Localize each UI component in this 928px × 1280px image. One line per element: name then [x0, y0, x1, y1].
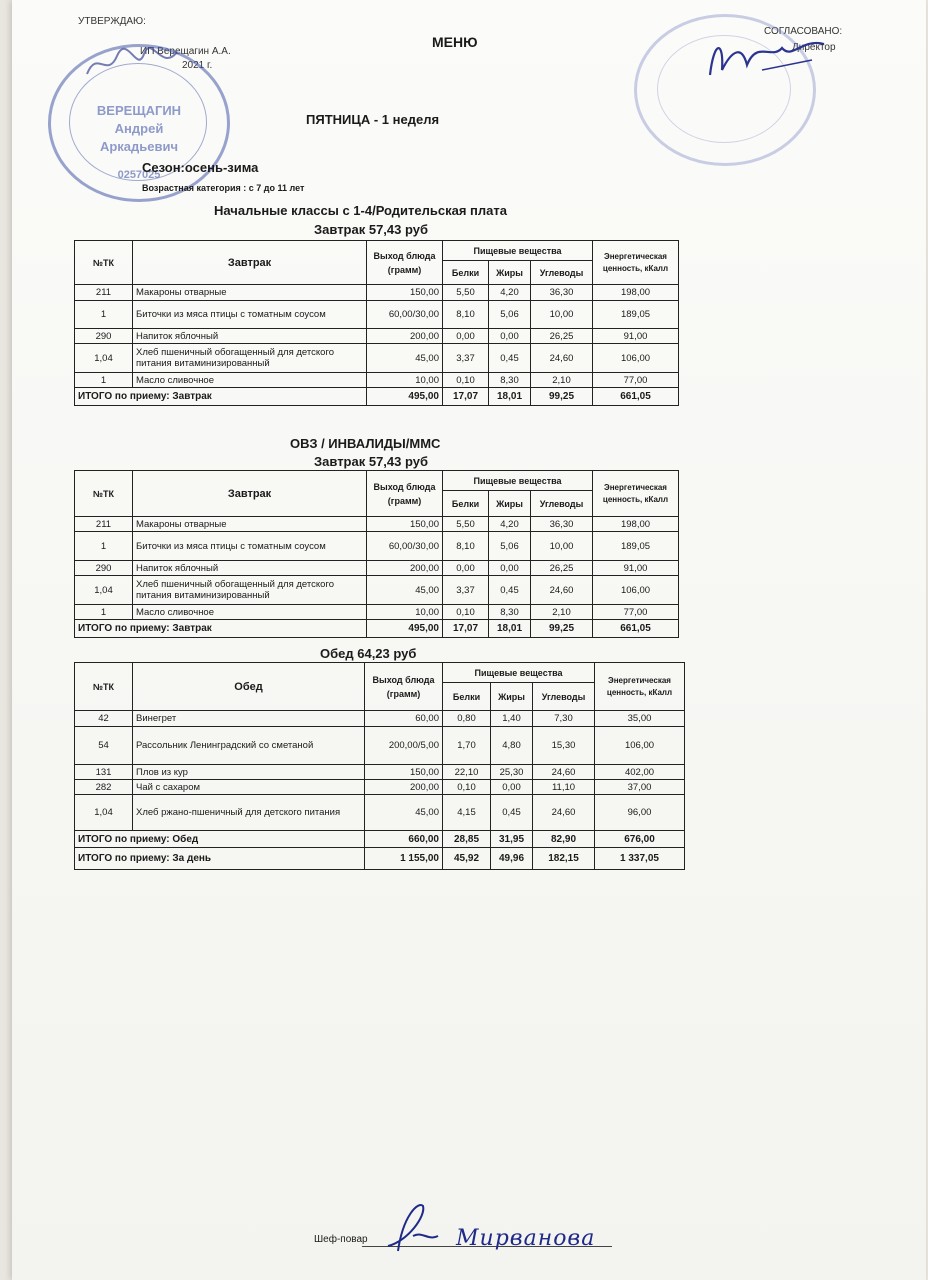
season: Сезон:осень-зима: [142, 160, 259, 175]
document-page: [12, 0, 926, 1280]
approval-stamp: ВЕРЕЩАГИН Андрей Аркадьевич 0257025: [48, 44, 230, 202]
approver-signature: [82, 44, 192, 84]
age-category: Возрастная категория : с 7 до 11 лет: [142, 183, 305, 193]
table-row: 211 Макароны отварные 150,00 5,50 4,20 36,30 198,00: [75, 285, 679, 301]
section3-meal-title: Обед 64,23 руб: [320, 646, 417, 661]
chef-signature: Мирванова: [456, 1226, 596, 1251]
agreed-role: Директор: [792, 42, 836, 53]
table-row: 1,04 Хлеб пшеничный обогащенный для детского питания витаминизированный 45,00 3,37 0,45 24,60 106,00: [75, 576, 679, 605]
table-row: 1,04 Хлеб ржано-пшеничный для детского питания 45,00 4,15 0,45 24,60 96,00: [75, 795, 685, 831]
table-row: 1 Биточки из мяса птицы с томатным соусом 60,00/30,00 8,10 5,06 10,00 189,05: [75, 532, 679, 561]
col-fat: Жиры: [489, 261, 531, 285]
page-title: МЕНЮ: [432, 34, 478, 50]
col-tk: №ТК: [75, 241, 133, 285]
day-title: ПЯТНИЦА - 1 неделя: [306, 112, 440, 127]
section2-meal-title: Завтрак 57,43 руб: [314, 454, 429, 469]
approve-name: ИП Верещагин А.А.: [140, 46, 231, 57]
table-row: 1 Масло сливочное 10,00 0,10 8,30 2,10 77,00: [75, 373, 679, 388]
breakfast-table-2: №ТК Завтрак Выход блюда (грамм) Пищевые вещества Энергетическая ценность, кКалл Белки Жиры Углеводы 211 Макароны отварные 150,00 5,50 4,20 36,30 198,00 1 Биточки из мяса птицы с томатным соусом 60,00/30,00 8,10 5,06 10,00 189,05 290 Напиток яблочный 200,00 0,00 0,00 26,25 91,00 1,04 Хлеб пшеничный обогащенный для детского питания витаминизированный 45,00 3,37 0,45 24,60 106,00 1 Масло сливочное 10,00 0,10 8,30 2,10 77,00 ИТОГО по приему: Завтрак 495,00 17,07 18,01 99,25 661,05: [74, 470, 679, 638]
col-meal: Завтрак: [133, 241, 367, 285]
table-row: 290 Напиток яблочный 200,00 0,00 0,00 26,25 91,00: [75, 329, 679, 344]
total-row: ИТОГО по приему: Обед 660,00 28,85 31,95 82,90 676,00: [75, 831, 685, 848]
day-total-row: ИТОГО по приему: За день 1 155,00 45,92 49,96 182,15 1 337,05: [75, 848, 685, 870]
col-energy: Энергетическая ценность, кКалл: [593, 241, 679, 285]
total-row: ИТОГО по приему: Завтрак 495,00 17,07 18,01 99,25 661,05: [75, 388, 679, 406]
table-row: 42 Винегрет 60,00 0,80 1,40 7,30 35,00: [75, 711, 685, 727]
table-row: 131 Плов из кур 150,00 22,10 25,30 24,60 402,00: [75, 765, 685, 780]
section1-meal-title: Завтрак 57,43 руб: [314, 222, 429, 237]
col-carbs: Углеводы: [531, 261, 593, 285]
chef-initial-signature: [368, 1196, 458, 1256]
lunch-table: №ТК Обед Выход блюда (грамм) Пищевые вещества Энергетическая ценность, кКалл Белки Жиры Углеводы 42 Винегрет 60,00 0,80 1,40 7,30 35,00 54 Рассольник Ленинградский со сметаной 200,00/5,00 1,70 4,80 15,30 106,00 131 Плов из кур 150,00 22,10 25,30 24,60 402,00 282 Чай с сахаром 200,00 0,10 0,00 11,10 37,00 1,04 Хлеб ржано-пшеничный для детского питания 45,00 4,15 0,45 24,60 96,00 ИТОГО по приему: Обед 660,00 28,85 31,95 82,90 676,00 ИТОГО по приему: За день 1 155,00 45,92 49,96 182,15 1 337,05: [74, 662, 685, 870]
table-row: 54 Рассольник Ленинградский со сметаной 200,00/5,00 1,70 4,80 15,30 106,00: [75, 727, 685, 765]
total-row: ИТОГО по приему: Завтрак 495,00 17,07 18,01 99,25 661,05: [75, 620, 679, 638]
col-nutrients: Пищевые вещества: [443, 241, 593, 261]
agreed-label: СОГЛАСОВАНО:: [764, 26, 843, 37]
col-output: Выход блюда (грамм): [367, 241, 443, 285]
table-row: 282 Чай с сахаром 200,00 0,10 0,00 11,10 37,00: [75, 780, 685, 795]
col-protein: Белки: [443, 261, 489, 285]
director-signature: [702, 30, 832, 86]
table-row: 1 Масло сливочное 10,00 0,10 8,30 2,10 77,00: [75, 605, 679, 620]
table-row: 1,04 Хлеб пшеничный обогащенный для детского питания витаминизированный 45,00 3,37 0,45 24,60 106,00: [75, 344, 679, 373]
approve-label: УТВЕРЖДАЮ:: [78, 16, 146, 27]
section1-heading: Начальные классы с 1-4/Родительская плата: [214, 203, 507, 218]
table-row: 1 Биточки из мяса птицы с томатным соусом 60,00/30,00 8,10 5,06 10,00 189,05: [75, 301, 679, 329]
approve-date: 2021 г.: [182, 60, 213, 71]
col-lunch: Обед: [133, 663, 365, 711]
table-row: 211 Макароны отварные 150,00 5,50 4,20 36,30 198,00: [75, 517, 679, 532]
table-row: 290 Напиток яблочный 200,00 0,00 0,00 26,25 91,00: [75, 561, 679, 576]
breakfast-table-1: [74, 240, 679, 406]
chef-label: Шеф-повар: [314, 1234, 368, 1245]
section2-heading: ОВЗ / ИНВАЛИДЫ/ММС: [290, 436, 441, 451]
